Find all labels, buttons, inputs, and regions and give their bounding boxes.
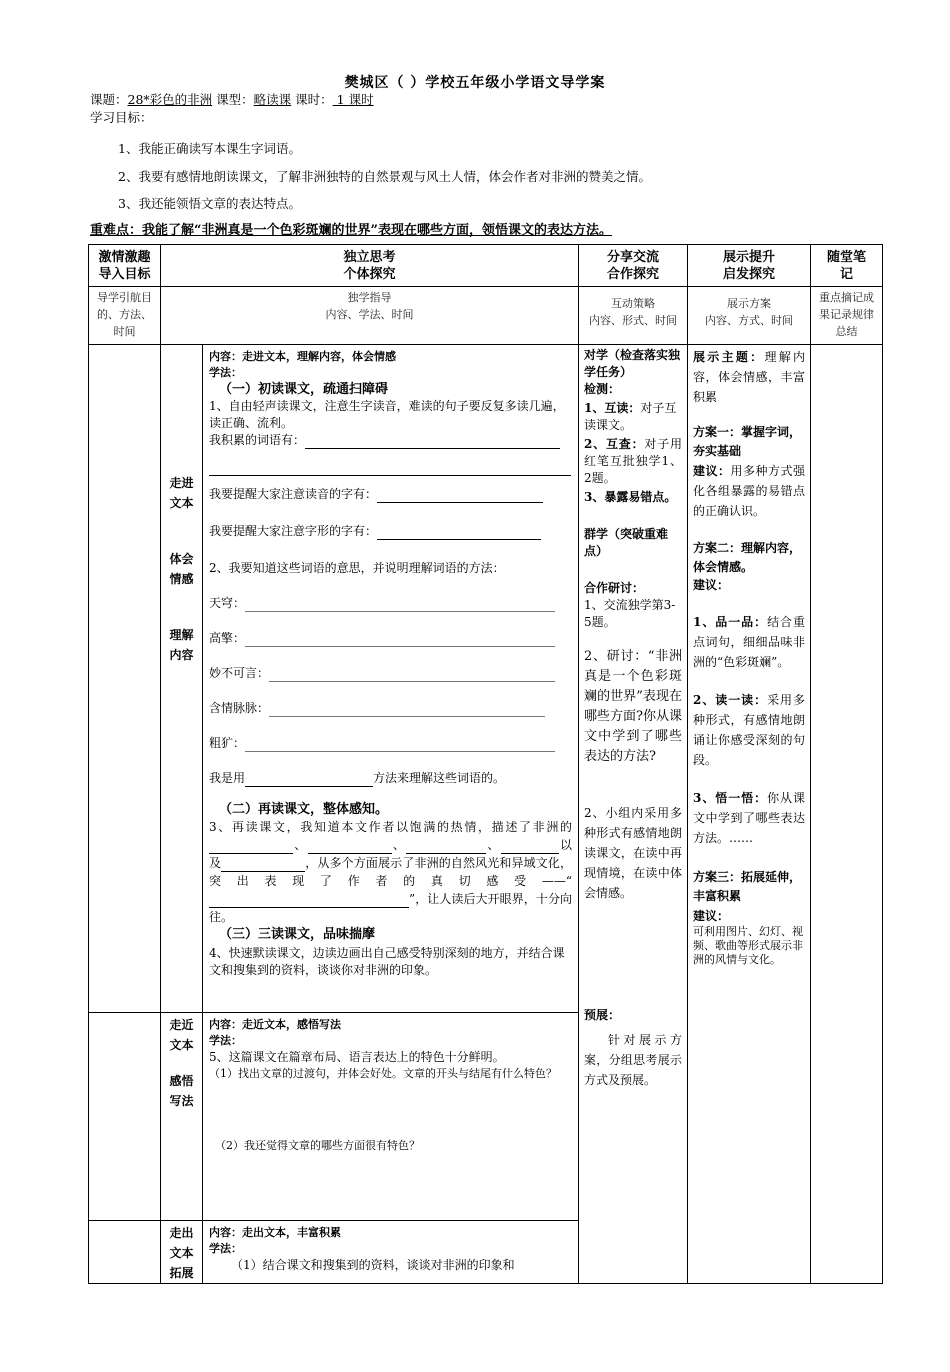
- col3-preview-text: 针对展示方案，分组思考展示方式及预展。: [584, 1033, 683, 1087]
- time-label: 课时：: [295, 92, 333, 107]
- type-value: 略读课: [253, 92, 292, 107]
- col4-plan-1-advice: 建议：用多种方式强化各组暴露的易错点的正确认识。: [693, 464, 806, 518]
- question-5: 5、这篇课文在篇章布局、语言表达上的特色十分鲜明。: [209, 1050, 505, 1064]
- col4-step-1: 1、品一品：结合重点词句，细细品味非洲的“色彩斑斓”。: [693, 615, 806, 669]
- intro-cell-2: [89, 1013, 161, 1221]
- goal-item: 3、我还能领悟文章的表达特点。: [118, 196, 301, 211]
- shape-line: 我要提醒大家注意字形的字有：: [209, 523, 572, 540]
- col4-cell: [688, 345, 811, 1284]
- col3-group-title: 群学（突破重难点）: [584, 527, 669, 558]
- col4-step-3: 3、悟一悟：你从课文中学到了哪些表达方法。……: [693, 791, 806, 845]
- col3-coop-1: 1、交流独学第3-5题。: [584, 598, 676, 629]
- word-tianqiong: 天穹：: [209, 595, 572, 612]
- word-hanqingmaimai: 含情脉脉：: [209, 700, 572, 717]
- section1-heading-3: （三）三读课文，品味揣摩: [219, 927, 376, 942]
- goal-item: 1、我能正确读写本课生字词语。: [118, 141, 301, 156]
- section1-heading-2: （二）再读课文，整体感知。: [219, 802, 389, 817]
- col4-theme: 展示主题：理解内容，体会情感，丰富积累: [693, 350, 806, 404]
- section3-content-label: 内容：走出文本，丰富积累: [209, 1226, 341, 1239]
- section1-content-label: 内容：走进文本，理解内容，体会情感: [209, 350, 396, 363]
- section2-content: [203, 1013, 579, 1221]
- question-3: 3、再读课文，我知道本文作者以饱满的热情，描述了非洲的、 、 、 以及 ，从多个方面展示了非洲的自然风光和异域文化，突出表现了作者的真切感受——“”，让人读后大开眼界，十分向往。: [209, 820, 573, 924]
- col-header-4: 展示提升 启发探究: [688, 245, 811, 287]
- topic-label: 课题：: [90, 92, 128, 107]
- question-2: 2、我要知道这些词语的意思，并说明理解词语的方法：: [209, 561, 505, 575]
- col4-plan-3-text: 可利用图片、幻灯、视频、歌曲等形式展示非洲的风情与文化。: [693, 925, 804, 966]
- col-header-2: 独立思考 个体探究: [161, 245, 579, 287]
- col3-preview-title: 预展：: [584, 1008, 621, 1022]
- goal-item: 2、我要有感情地朗读课文，了解非洲独特的自然景观与风土人情，体会作者对非洲的赞美之情。: [118, 169, 651, 184]
- section3-method-label: 学法：: [209, 1242, 242, 1255]
- word-cuguang: 粗犷：: [209, 735, 572, 752]
- col3-item-2: 2、互查：对子用红笔互批独学1、2题。: [584, 437, 683, 485]
- col-sub-2: 独学指导 内容、学法、时间: [161, 287, 579, 345]
- word-gaoqing: 高擎：: [209, 630, 572, 647]
- page-title: 樊城区（ ）学校五年级小学语文导学案: [344, 75, 606, 91]
- col-sub-3: 互动策略 内容、形式、时间: [579, 287, 688, 345]
- section1-content: [203, 345, 579, 1013]
- section-row-1: [89, 345, 883, 1013]
- col4-plan-3: 方案三：拓展延伸，丰富积累: [693, 870, 802, 903]
- sound-line: 我要提醒大家注意读音的字有：: [209, 486, 572, 503]
- word-miaobukeyan: 妙不可言：: [209, 665, 572, 682]
- notes-cell: [811, 345, 883, 1284]
- col3-item-3: 3、暴露易错点。: [584, 490, 677, 504]
- words-line: 我积累的词语有：: [209, 432, 572, 449]
- time-value: 1 课时: [332, 92, 374, 107]
- col4-plan-2-advice: 建议：: [693, 578, 730, 592]
- key-points: 重难点：我能了解“非洲真是一个色彩斑斓的世界”表现在哪些方面，领悟课文的表达方法。: [90, 223, 612, 238]
- col-header-3: 分享交流 合作探究: [579, 245, 688, 287]
- col-header-1: 激情激趣 导入目标: [89, 245, 161, 287]
- col3-cell: [579, 345, 688, 1284]
- topic-value: 28*彩色的非洲: [127, 92, 213, 107]
- section1-heading-1: （一）初读课文，疏通扫障碍: [219, 382, 389, 397]
- question-6-1: （1）结合课文和搜集到的资料，谈谈对非洲的印象和: [231, 1258, 515, 1272]
- question-5-1: （1）找出文章的过渡句，并体会好处。文章的开头与结尾有什么特色？: [209, 1067, 557, 1080]
- goals-label: 学习目标：: [90, 110, 153, 125]
- table-header-row: [89, 245, 883, 287]
- type-label: 课型：: [216, 92, 254, 107]
- section2-content-label: 内容：走近文本，感悟写法: [209, 1018, 341, 1031]
- col4-plan-3-advice: 建议：: [693, 909, 730, 923]
- section2-method-label: 学法：: [209, 1034, 242, 1047]
- guide-table: [88, 244, 883, 1284]
- table-subheader-row: [89, 287, 883, 345]
- col3-pairs-title: 对学（检查落实独学任务）: [584, 348, 681, 379]
- section3-side: 走出 文本 拓展: [161, 1221, 203, 1284]
- intro-cell-3: [89, 1221, 161, 1284]
- col3-coop-2: 2、研讨：“非洲真是一个色彩斑斓的世界”表现在哪些方面?你从课文中学到了哪些表达的方法?: [584, 649, 683, 764]
- section2-side: 走近 文本 感悟 写法: [161, 1013, 203, 1221]
- question-4: 4、快速默读课文，边读边画出自己感受特别深刻的地方，并结合课文和搜集到的资料，谈谈你对非洲的印象。: [209, 946, 565, 977]
- col4-plan-1: 方案一：掌握字词，夯实基础: [693, 425, 802, 458]
- question-1: 1、自由轻声读课文，注意生字读音，难读的句子要反复多读几遍，读正确、流利。: [209, 399, 565, 430]
- lesson-header: [90, 92, 374, 108]
- col3-coop-3: 2、小组内采用多种形式有感情地朗读课文，在读中再现情境，在读中体会情感。: [584, 806, 683, 900]
- section1-side: 走进 文本 体会 情感 理解 内容: [161, 345, 203, 1013]
- col4-plan-2: 方案二：理解内容，体会情感。: [693, 541, 802, 574]
- col3-check-title: 检测：: [584, 382, 621, 396]
- col-sub-5: 重点摘记成果记录规律总结: [811, 287, 883, 345]
- col-sub-4: 展示方案 内容、方式、时间: [688, 287, 811, 345]
- method-line: 我是用 方法来理解这些词语的。: [209, 771, 506, 785]
- col-sub-1: 导学引航目的、方法、时间: [89, 287, 161, 345]
- col3-coop-title: 合作研讨：: [584, 581, 645, 595]
- intro-cell: [89, 345, 161, 1013]
- col3-item-1: 1、互读：对子互读课文。: [584, 401, 677, 432]
- question-5-2: （2）我还觉得文章的哪些方面很有特色？: [215, 1139, 420, 1152]
- section3-content: [203, 1221, 579, 1284]
- section1-method-label: 学法：: [209, 366, 242, 379]
- col4-step-2: 2、读一读：采用多种形式，有感情地朗诵让你感受深刻的句段。: [693, 693, 806, 767]
- col-header-5: 随堂笔 记: [811, 245, 883, 287]
